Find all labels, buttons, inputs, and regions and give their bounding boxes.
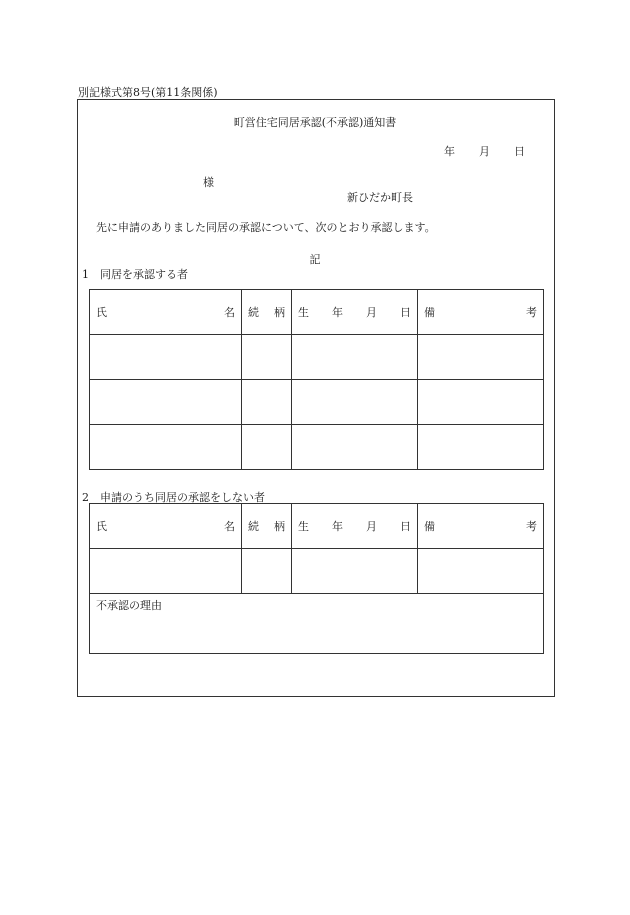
cell-remarks[interactable] (418, 335, 544, 380)
table-row (90, 549, 544, 594)
header-text: 日 (400, 520, 411, 533)
header-text: 月 (366, 306, 377, 319)
section1-heading: 1 同居を承認する者 (82, 268, 188, 281)
cell-relation[interactable] (242, 549, 292, 594)
date-line (444, 143, 525, 159)
cell-birthdate[interactable] (292, 549, 418, 594)
table-header-row (90, 290, 544, 335)
header-text: 年 (332, 306, 343, 319)
header-text: 備 (424, 306, 435, 319)
cell-remarks[interactable] (418, 380, 544, 425)
header-text: 続 (248, 306, 259, 319)
header-text: 氏 (96, 306, 107, 319)
rejection-reason-label: 不承認の理由 (96, 599, 162, 612)
header-text: 柄 (274, 520, 285, 533)
document-title: 町営住宅同居承認(不承認)通知書 (233, 116, 397, 129)
table-row (90, 335, 544, 380)
header-text: 月 (366, 520, 377, 533)
rejection-reason-field[interactable] (90, 594, 544, 654)
cell-relation[interactable] (242, 425, 292, 470)
header-text: 名 (224, 306, 235, 319)
form-reference: 別記様式第8号(第11条関係) (78, 86, 218, 99)
header-birthdate (292, 504, 418, 549)
header-text: 日 (400, 306, 411, 319)
header-relation (242, 290, 292, 335)
cell-relation[interactable] (242, 335, 292, 380)
day-label: 日 (514, 145, 525, 158)
month-label: 月 (479, 145, 490, 158)
cell-relation[interactable] (242, 380, 292, 425)
header-text: 名 (224, 520, 235, 533)
header-text: 生 (298, 520, 309, 533)
rejected-persons-table (89, 503, 544, 654)
cell-birthdate[interactable] (292, 425, 418, 470)
cell-birthdate[interactable] (292, 380, 418, 425)
header-remarks (418, 290, 544, 335)
header-name (90, 290, 242, 335)
header-text: 続 (248, 520, 259, 533)
header-text: 生 (298, 306, 309, 319)
header-birthdate (292, 290, 418, 335)
body-text: 先に申請のありました同居の承認について、次のとおり承認します。 (96, 221, 436, 234)
addressee-suffix: 様 (203, 176, 214, 189)
header-remarks (418, 504, 544, 549)
reason-row (90, 594, 544, 654)
cell-name[interactable] (90, 425, 242, 470)
ki-marker: 記 (309, 253, 321, 266)
table-row (90, 425, 544, 470)
issuer-name: 新ひだか町長 (347, 191, 413, 204)
cell-remarks[interactable] (418, 425, 544, 470)
header-text: 年 (332, 520, 343, 533)
cell-remarks[interactable] (418, 549, 544, 594)
cell-name[interactable] (90, 549, 242, 594)
header-text: 備 (424, 520, 435, 533)
section2-heading: 2 申請のうち同居の承認をしない者 (82, 491, 265, 504)
cell-birthdate[interactable] (292, 335, 418, 380)
header-name (90, 504, 242, 549)
header-text: 氏 (96, 520, 107, 533)
year-label: 年 (444, 145, 455, 158)
table-header-row (90, 504, 544, 549)
approved-persons-table (89, 289, 544, 470)
header-text: 考 (526, 306, 537, 319)
header-relation (242, 504, 292, 549)
table-row (90, 380, 544, 425)
header-text: 柄 (274, 306, 285, 319)
cell-name[interactable] (90, 380, 242, 425)
header-text: 考 (526, 520, 537, 533)
cell-name[interactable] (90, 335, 242, 380)
